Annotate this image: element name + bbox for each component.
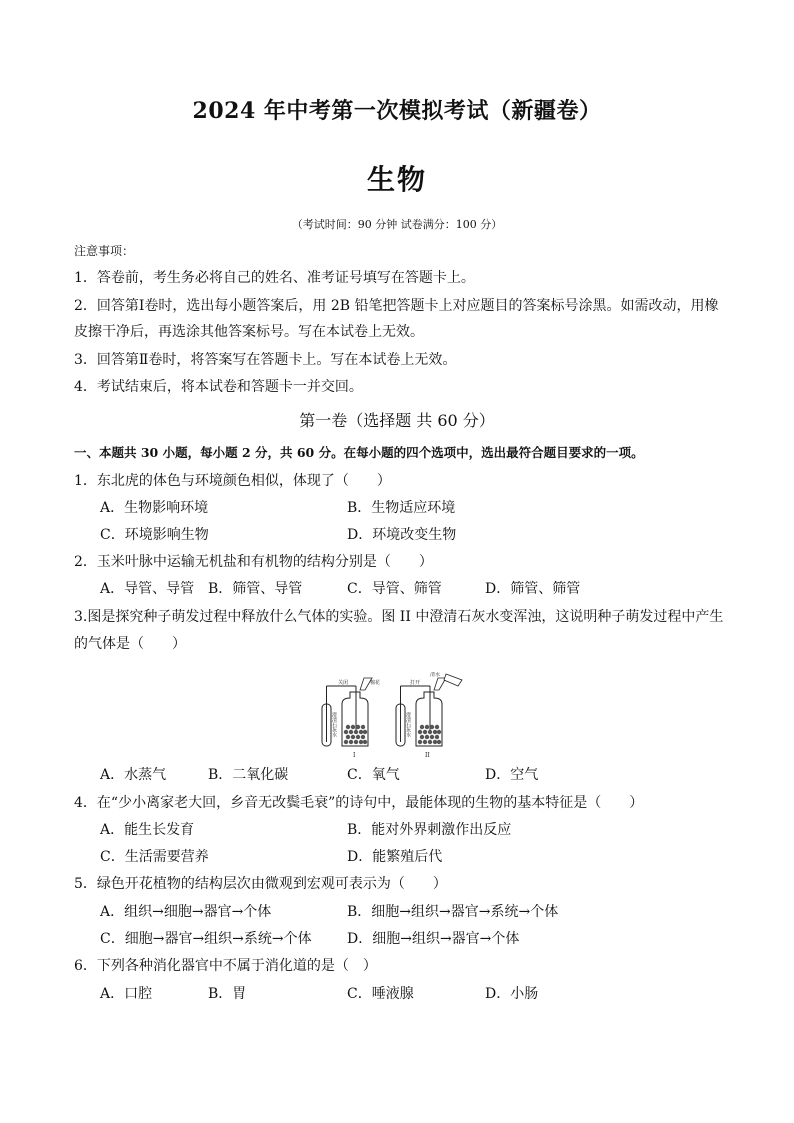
option-d[interactable]: D．细胞→组织→器官→个体 [347,931,520,947]
option-d[interactable]: D．小肠 [485,986,539,1002]
option-d[interactable]: D．空气 [485,767,539,783]
option-a[interactable]: A．导管、导管 [100,581,195,597]
option-c[interactable]: C．唾液腺 [347,986,414,1002]
note-item: 2．回答第Ⅰ卷时，选出每小题答案后，用 2B 铅笔把答题卡上对应题目的答案标号涂黑。如需改动，用橡 [74,298,719,314]
label-limewater: 澄清石灰水 [331,712,337,737]
section-instruction: 一、本题共 30 小题，每小题 2 分，共 60 分。在每小题的四个选项中，选出最符合题目要求的一项。 [74,445,644,460]
option-a[interactable]: A．水蒸气 [100,767,167,783]
label-I: I [353,752,356,759]
question-stem: 3.图是探究种子萌发过程中释放什么气体的实验。图 II 中澄清石灰水变浑浊，这说明种子萌发过程中产生 [74,609,724,625]
question-stem: 6．下列各种消化器官中不属于消化道的是（ ） [74,958,377,974]
label-II: II [425,752,430,759]
question-stem: 4．在“少小离家老大回，乡音无改鬓毛衰”的诗句中，最能体现的生物的基本特征是（ ） [74,795,644,811]
exam-title: 2024 年中考第一次模拟考试（新疆卷） [192,98,602,124]
option-c[interactable]: C．导管、筛管 [347,581,442,597]
option-b[interactable]: B．细胞→组织→器官→系统→个体 [347,904,559,920]
option-d[interactable]: D．筛管、筛管 [485,581,581,597]
label-cotton: 棉花 [370,680,381,686]
question-stem: 5．绿色开花植物的结构层次由微观到宏观可表示为（ ） [74,876,447,892]
label-limewater: 澄清石灰水 [405,712,411,737]
question-stem: 2．玉米叶脉中运输无机盐和有机物的结构分别是（ ） [74,554,433,570]
experiment-figure [318,672,468,764]
question-stem: 1．东北虎的体色与环境颜色相似，体现了（ ） [74,473,391,489]
option-c[interactable]: C．生活需要营养 [100,849,209,865]
option-b[interactable]: B．生物适应环境 [347,500,456,516]
option-a[interactable]: A．组织→细胞→器官→个体 [100,904,272,920]
note-item: 3．回答第Ⅱ卷时，将答案写在答题卡上。写在本试卷上无效。 [74,352,457,368]
question-stem: 的气体是（ ） [74,636,186,652]
section-title: 第一卷（选择题 共 60 分） [299,411,495,430]
option-a[interactable]: A．能生长发育 [100,822,195,838]
option-c[interactable]: C．氧气 [347,767,400,783]
option-b[interactable]: B．二氧化碳 [208,767,289,783]
notes-heading: 注意事项： [74,244,135,258]
option-d[interactable]: D．环境改变生物 [347,527,457,543]
option-b[interactable]: B．筛管、导管 [208,581,303,597]
option-b[interactable]: B．能对外界刺激作出反应 [347,822,512,838]
label-water: 清水 [430,672,441,678]
note-item: 4．考试结束后，将本试卷和答题卡一并交回。 [74,379,363,395]
option-c[interactable]: C．细胞→器官→组织→系统→个体 [100,931,312,947]
note-item: 1．答卷前，考生务必将自己的姓名、准考证号填写在答题卡上。 [74,270,475,286]
label-closed: 关闭 [338,680,349,686]
exam-meta: （考试时间：90 分钟 试卷满分：100 分） [291,218,503,231]
option-a[interactable]: A．生物影响环境 [100,500,209,516]
beaker-icon [444,674,462,686]
option-a[interactable]: A．口腔 [100,986,153,1002]
subject-title: 生物 [366,163,427,196]
label-open: 打开 [410,680,421,686]
option-b[interactable]: B．胃 [208,986,247,1002]
option-c[interactable]: C．环境影响生物 [100,527,209,543]
note-item: 皮擦干净后，再选涂其他答案标号。写在本试卷上无效。 [74,324,424,340]
option-d[interactable]: D．能繁殖后代 [347,849,443,865]
